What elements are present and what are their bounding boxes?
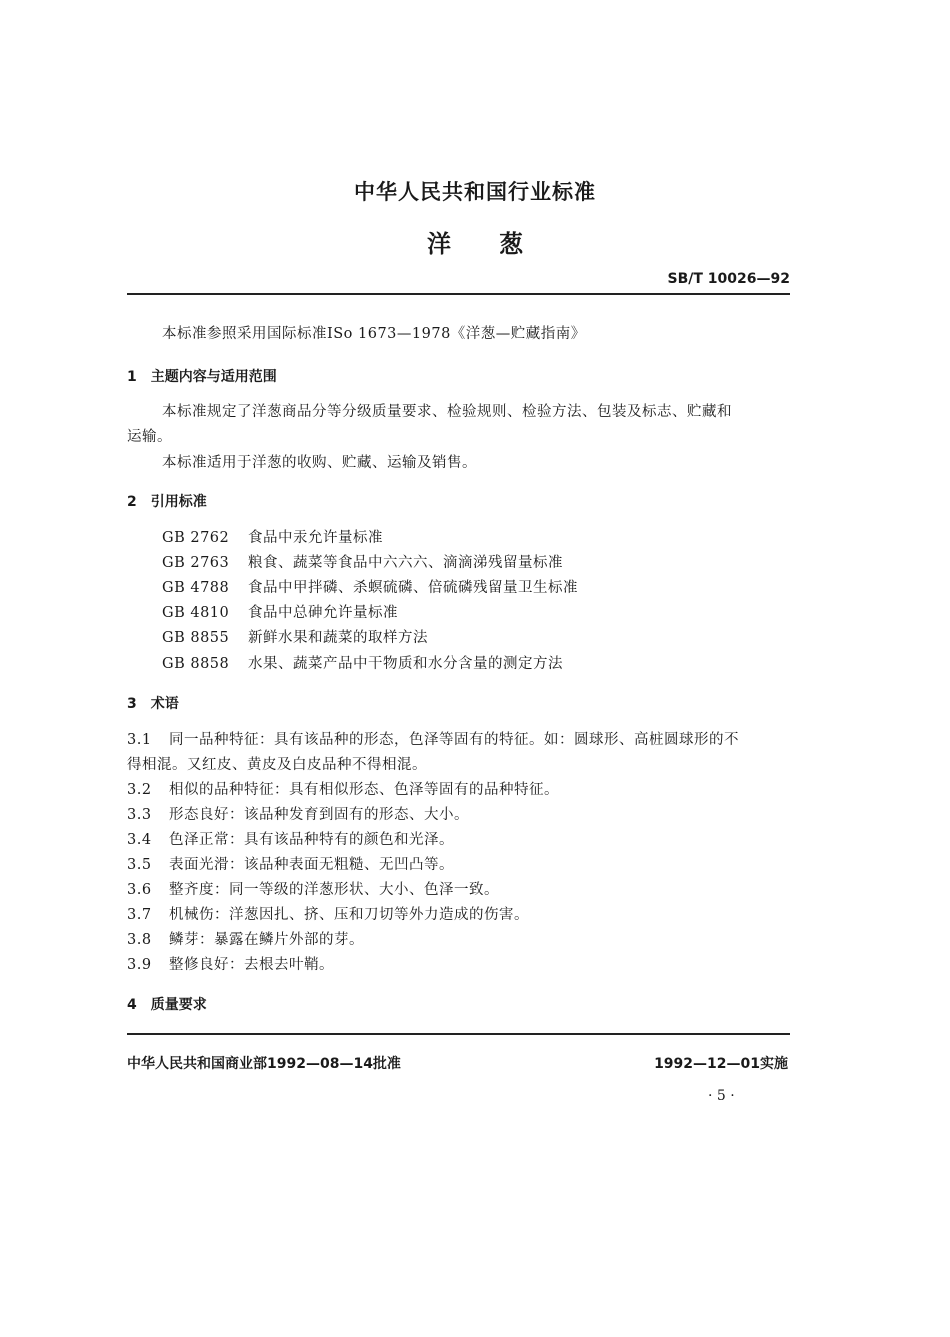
term-number: 3.1 xyxy=(127,732,152,748)
term-item xyxy=(127,853,454,874)
section-1-para1: 本标准规定了洋葱商品分等分级质量要求、检验规则、检验方法、包装及标志、贮藏和 xyxy=(162,404,732,420)
section-1-para2: 本标准适用于洋葱的收购、贮藏、运输及销售。 xyxy=(162,455,477,471)
term-number: 3.4 xyxy=(127,832,152,848)
doc-title: 洋 葱 xyxy=(427,230,523,258)
standard-code: SB/T 10026—92 xyxy=(667,271,790,287)
footer-rule xyxy=(127,1033,790,1035)
effective-date: 1992—12—01实施 xyxy=(654,1056,788,1072)
reference-title: 水果、蔬菜产品中干物质和水分含量的测定方法 xyxy=(248,656,563,672)
term-item xyxy=(127,803,469,824)
org-title: 中华人民共和国行业标准 xyxy=(354,180,596,204)
section-1-para1-cont: 运输。 xyxy=(127,429,172,445)
intro-text: 本标准参照采用国际标准ISo 1673—1978《洋葱—贮藏指南》 xyxy=(162,326,586,342)
term-text: 鳞芽：暴露在鳞片外部的芽。 xyxy=(169,932,364,948)
reference-code: GB 4810 xyxy=(162,605,230,621)
term-text: 同一品种特征：具有该品种的形态，色泽等固有的特征。如：圆球形、高桩圆球形的不 xyxy=(169,732,739,748)
section-2-heading: 2 引用标准 xyxy=(127,494,207,510)
term-number: 3.5 xyxy=(127,857,152,873)
reference-item xyxy=(162,601,398,622)
reference-item xyxy=(162,652,563,673)
term-text: 机械伤：洋葱因扎、挤、压和刀切等外力造成的伤害。 xyxy=(169,907,529,923)
term-number: 3.7 xyxy=(127,907,152,923)
term-text: 色泽正常：具有该品种特有的颜色和光泽。 xyxy=(169,832,454,848)
term-number: 3.9 xyxy=(127,957,152,973)
term-item xyxy=(127,778,559,799)
term-item xyxy=(127,728,739,749)
section-3-heading: 3 术语 xyxy=(127,696,179,712)
term-item xyxy=(127,953,334,974)
term-item xyxy=(127,828,454,849)
term-text: 整齐度：同一等级的洋葱形状、大小、色泽一致。 xyxy=(169,882,499,898)
reference-title: 食品中总砷允许量标准 xyxy=(248,605,398,621)
term-item xyxy=(127,903,529,924)
term-item xyxy=(127,928,364,949)
reference-code: GB 4788 xyxy=(162,580,230,596)
approval-text: 中华人民共和国商业部1992—08—14批准 xyxy=(127,1056,401,1072)
term-text: 形态良好：该品种发育到固有的形态、大小。 xyxy=(169,807,469,823)
term-text: 表面光滑：该品种表面无粗糙、无凹凸等。 xyxy=(169,857,454,873)
reference-item xyxy=(162,626,428,647)
header-rule xyxy=(127,293,790,295)
term-number: 3.3 xyxy=(127,807,152,823)
term-number: 3.6 xyxy=(127,882,152,898)
reference-title: 粮食、蔬菜等食品中六六六、滴滴涕残留量标准 xyxy=(248,555,563,571)
term-text: 相似的品种特征：具有相似形态、色泽等固有的品种特征。 xyxy=(169,782,559,798)
reference-code: GB 2762 xyxy=(162,530,230,546)
reference-code: GB 8858 xyxy=(162,656,230,672)
page-number: · 5 · xyxy=(708,1088,735,1104)
term-text: 整修良好：去根去叶鞘。 xyxy=(169,957,334,973)
reference-title: 食品中甲拌磷、杀螟硫磷、倍硫磷残留量卫生标准 xyxy=(248,580,578,596)
term-number: 3.2 xyxy=(127,782,152,798)
reference-item xyxy=(162,551,563,572)
term-item xyxy=(127,878,499,899)
reference-item xyxy=(162,576,578,597)
reference-item xyxy=(162,526,383,547)
reference-title: 食品中汞允许量标准 xyxy=(248,530,383,546)
term-item-cont: 得相混。又红皮、黄皮及白皮品种不得相混。 xyxy=(127,757,427,773)
section-4-heading: 4 质量要求 xyxy=(127,997,207,1013)
term-number: 3.8 xyxy=(127,932,152,948)
reference-code: GB 8855 xyxy=(162,630,230,646)
section-1-heading: 1 主题内容与适用范围 xyxy=(127,369,277,385)
reference-title: 新鲜水果和蔬菜的取样方法 xyxy=(248,630,428,646)
reference-code: GB 2763 xyxy=(162,555,230,571)
